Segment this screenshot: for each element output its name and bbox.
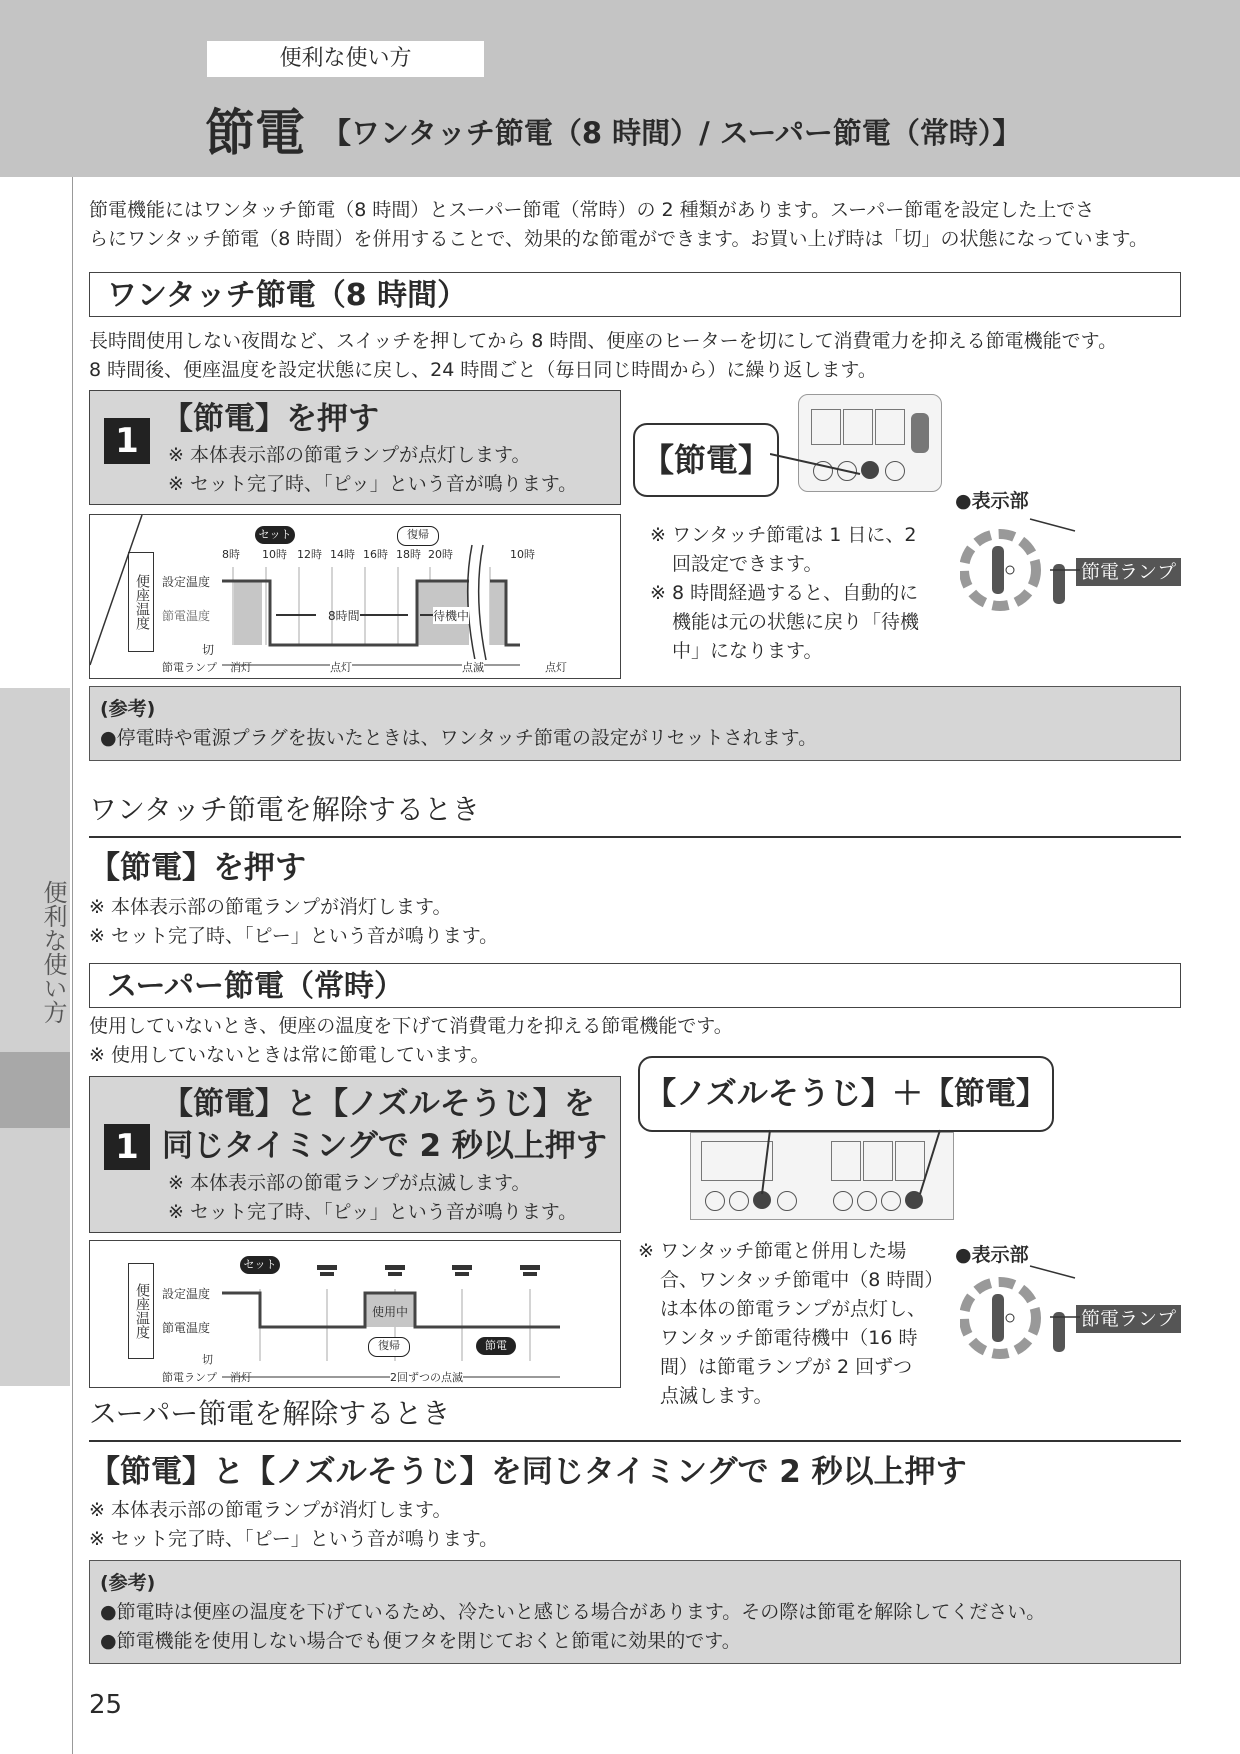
span-8h: 8時間 <box>328 609 360 623</box>
side-note-3: ※ 8 時間経過すると、自動的に <box>650 582 919 604</box>
cancel-note-2: ※ セット完了時、「ピー」という音が鳴ります。 <box>89 1528 499 1550</box>
divider <box>89 1440 1181 1442</box>
step-title-line-1: 【節電】と【ノズルそうじ】を <box>162 1086 595 1122</box>
reference-item: ●停電時や電源プラグを抜いたときは、ワンタッチ節電の設定がリセットされます。 <box>100 727 818 749</box>
time-tick: 10時 <box>262 548 287 561</box>
lamp-state: 消灯 <box>230 1371 252 1384</box>
time-tick: 12時 <box>297 548 322 561</box>
lamp-state: 点灯 <box>330 661 352 674</box>
time-tick: 18時 <box>396 548 421 561</box>
side-note-1: ※ ワンタッチ節電は 1 日に、2 <box>650 524 917 546</box>
lamp-label: 節電ランプ <box>1076 1305 1181 1333</box>
lamp-state: 2回ずつの点滅 <box>390 1371 463 1384</box>
badge-return: 復帰 <box>397 526 439 546</box>
cancel-note-2: ※ セット完了時、「ピー」という音が鳴ります。 <box>89 925 499 947</box>
side-note-5: 中」になります。 <box>672 640 823 662</box>
super-timeline-chart <box>89 1240 621 1388</box>
step-number: 1 <box>104 1124 150 1170</box>
intro-line-2: らにワンタッチ節電（8 時間）を併用することで、効果的な節電ができます。お買い上げ時は「切」の状態になっています。 <box>89 228 1148 250</box>
side-note-2: 合、ワンタッチ節電中（8 時間） <box>660 1269 944 1291</box>
lamp-label: 節電ランプ <box>1076 558 1181 586</box>
one-touch-step-box <box>89 390 621 505</box>
lamp-state: 点灯 <box>545 661 567 674</box>
step-number: 1 <box>104 418 150 464</box>
one-touch-heading: ワンタッチ節電（8 時間） <box>89 272 1181 317</box>
cancel-note-1: ※ 本体表示部の節電ランプが消灯します。 <box>89 1499 452 1521</box>
time-tick: 8時 <box>222 548 240 561</box>
callout-pointer <box>770 440 870 480</box>
display-label: ●表示部 <box>955 1244 1029 1266</box>
in-use-label: 使用中 <box>372 1305 409 1319</box>
divider <box>89 836 1181 838</box>
step-note-2: ※ セット完了時、「ピッ」という音が鳴ります。 <box>168 1201 578 1223</box>
lamp-state: 消灯 <box>230 661 252 674</box>
cancel-note-1: ※ 本体表示部の節電ランプが消灯します。 <box>89 896 452 918</box>
level-save: 節電温度 <box>162 609 211 623</box>
time-tick: 20時 <box>428 548 453 561</box>
one-touch-desc-1: 長時間使用しない夜間など、スイッチを押してから 8 時間、便座のヒーターを切にして消費電力を抑える節電機能です。 <box>89 330 1118 352</box>
badge-return: 復帰 <box>368 1337 410 1357</box>
lamp-leader-lines <box>1020 515 1120 575</box>
super-cancel-heading: スーパー節電を解除するとき <box>89 1397 451 1430</box>
remote-round-button <box>705 1191 725 1211</box>
step-note-1: ※ 本体表示部の節電ランプが点滅します。 <box>168 1172 531 1194</box>
reference-title: (参考) <box>100 1572 156 1594</box>
level-set: 設定温度 <box>162 1287 211 1301</box>
side-tab-band-lower <box>0 1128 70 1386</box>
time-tick: 16時 <box>363 548 388 561</box>
span-wait: 待機中 <box>433 609 470 623</box>
side-tab-label: 便利な使い方 <box>39 880 67 1024</box>
side-note-5: 間）は節電ランプが 2 回ずつ <box>660 1356 913 1378</box>
badge-set: セット <box>240 1256 280 1274</box>
reference-item: ●節電時は便座の温度を下げているため、冷たいと感じる場合があります。その際は節電を解除してください。 <box>100 1601 1046 1623</box>
step-title: 【節電】を押す <box>162 401 379 437</box>
side-note-2: 回設定できます。 <box>672 553 823 575</box>
remote-button <box>875 409 905 445</box>
step-note-2: ※ セット完了時、「ピッ」という音が鳴ります。 <box>168 473 578 495</box>
one-touch-timeline-chart <box>89 514 621 679</box>
side-tab-marker <box>0 1052 70 1128</box>
callout-save: 【節電】 <box>633 423 779 497</box>
super-cancel-action: 【節電】と【ノズルそうじ】を同じタイミングで 2 秒以上押す <box>89 1454 967 1490</box>
page-title: 節電 <box>205 104 305 162</box>
reference-box-1 <box>89 686 1181 761</box>
step-title-line-2: 同じタイミングで 2 秒以上押す <box>162 1128 607 1164</box>
lamp-leader-lines <box>1020 1262 1120 1322</box>
display-label: ●表示部 <box>955 490 1029 512</box>
time-tick: 14時 <box>330 548 355 561</box>
remote-slider <box>911 413 929 453</box>
level-set: 設定温度 <box>162 575 211 589</box>
intro-line-1: 節電機能にはワンタッチ節電（8 時間）とスーパー節電（常時）の 2 種類があります。スーパー節電を設定した上でさ <box>89 199 1095 221</box>
time-tick: 10時 <box>510 548 535 561</box>
y-axis-label: 便座温度 <box>128 1263 154 1359</box>
super-heading: スーパー節電（常時） <box>89 963 1181 1008</box>
super-desc-2: ※ 使用していないときは常に節電しています。 <box>89 1044 490 1066</box>
level-save: 節電温度 <box>162 1321 211 1335</box>
badge-set: セット <box>255 526 295 544</box>
reference-item: ●節電機能を使用しない場合でも便フタを閉じておくと節電に効果的です。 <box>100 1630 741 1652</box>
page-subtitle: 【ワンタッチ節電（8 時間）/ スーパー節電（常時）】 <box>322 116 1022 150</box>
reference-box-2 <box>89 1560 1181 1664</box>
remote-round-button <box>885 461 905 481</box>
side-note-1: ※ ワンタッチ節電と併用した場 <box>638 1240 907 1262</box>
super-desc-1: 使用していないとき、便座の温度を下げて消費電力を抑える節電機能です。 <box>89 1015 733 1037</box>
lamp-row-label: 節電ランプ <box>162 661 217 674</box>
one-touch-cancel-action: 【節電】を押す <box>89 850 306 886</box>
page-number: 25 <box>89 1690 123 1720</box>
side-note-4: ワンタッチ節電待機中（16 時 <box>660 1327 918 1349</box>
side-note-3: は本体の節電ランプが点灯し、 <box>660 1298 927 1320</box>
one-touch-desc-2: 8 時間後、便座温度を設定状態に戻し、24 時間ごと（毎日同じ時間から）に繰り返します。 <box>89 359 877 381</box>
level-off: 切 <box>202 1353 213 1366</box>
lamp-state: 点滅 <box>462 661 484 674</box>
super-step-box <box>89 1076 621 1233</box>
y-axis-label: 便座温度 <box>128 552 154 652</box>
section-tag: 便利な使い方 <box>207 41 484 77</box>
level-off: 切 <box>202 643 215 657</box>
lamp-row-label: 節電ランプ <box>162 1371 217 1384</box>
one-touch-cancel-heading: ワンタッチ節電を解除するとき <box>89 793 480 826</box>
callout-nozzle-save: 【ノズルそうじ】＋【節電】 <box>638 1056 1054 1132</box>
side-note-4: 機能は元の状態に戻り「待機 <box>672 611 920 633</box>
reference-title: (参考) <box>100 698 156 720</box>
step-note-1: ※ 本体表示部の節電ランプが点灯します。 <box>168 444 531 466</box>
badge-save: 節電 <box>476 1337 516 1355</box>
callout-pointers <box>740 1128 980 1198</box>
side-note-6: 点滅します。 <box>660 1385 773 1407</box>
